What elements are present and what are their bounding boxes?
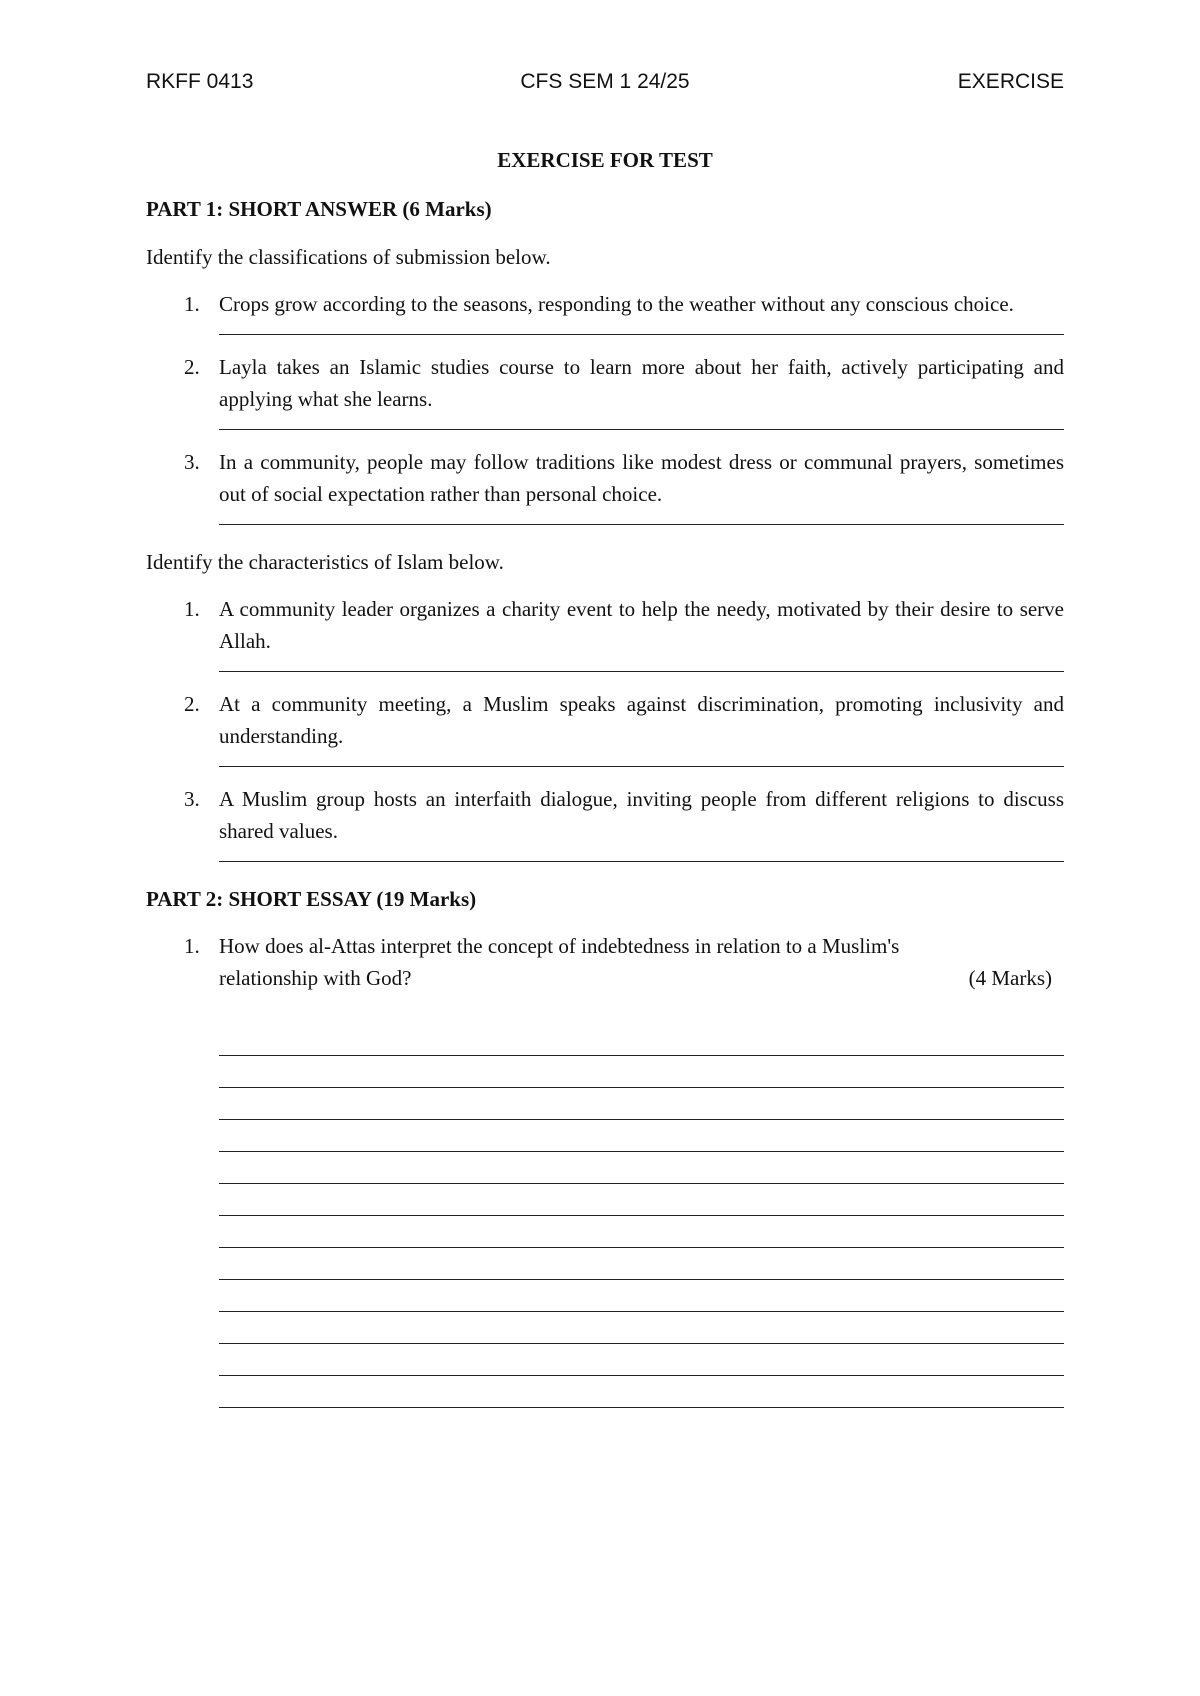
essay-answer-line[interactable] [219, 1376, 1064, 1408]
question-number: 3. [184, 450, 200, 474]
question-item [146, 446, 1064, 525]
question-text: In a community, people may follow traditions like modest dress or communal prayers, sometimes out of social expectation rather than personal choice. [219, 450, 1064, 506]
question-text-line-2: relationship with God? [219, 966, 412, 990]
question-item [146, 288, 1064, 335]
part1-question-list-b [146, 593, 1064, 862]
question-text: Crops grow according to the seasons, responding to the weather without any conscious choice. [219, 292, 1014, 316]
question-number: 1. [184, 934, 200, 958]
question-text: A community leader organizes a charity event to help the needy, motivated by their desire to serve Allah. [219, 597, 1064, 653]
essay-question-item [146, 930, 1064, 994]
question-text: At a community meeting, a Muslim speaks against discrimination, promoting inclusivity and understanding. [219, 692, 1064, 748]
answer-line[interactable] [219, 657, 1064, 672]
part1-instruction-a: Identify the classifications of submission below. [146, 245, 551, 269]
question-item [146, 351, 1064, 430]
answer-line[interactable] [219, 510, 1064, 525]
answer-line[interactable] [219, 415, 1064, 430]
question-item [146, 593, 1064, 672]
question-number: 2. [184, 355, 200, 379]
part1-heading: PART 1: SHORT ANSWER (6 Marks) [146, 197, 492, 221]
question-item [146, 783, 1064, 862]
answer-line[interactable] [219, 752, 1064, 767]
part2-heading: PART 2: SHORT ESSAY (19 Marks) [146, 887, 477, 911]
page-header [146, 70, 1064, 100]
essay-answer-line[interactable] [219, 1024, 1064, 1056]
course-code: RKFF 0413 [146, 70, 254, 93]
essay-answer-line[interactable] [219, 1120, 1064, 1152]
part1-question-list-a [146, 288, 1064, 525]
question-marks: (4 Marks) [968, 966, 1052, 990]
essay-answer-line[interactable] [219, 1152, 1064, 1184]
essay-answer-line[interactable] [219, 1312, 1064, 1344]
essay-answer-line[interactable] [219, 1056, 1064, 1088]
question-marks-row [219, 962, 1064, 994]
essay-answer-line[interactable] [219, 1184, 1064, 1216]
essay-answer-line[interactable] [219, 1344, 1064, 1376]
semester-label: CFS SEM 1 24/25 [520, 70, 690, 93]
document-type: EXERCISE [957, 70, 1064, 93]
question-text: Layla takes an Islamic studies course to learn more about her faith, actively participating and applying what she learns. [219, 355, 1064, 411]
answer-line[interactable] [219, 847, 1064, 862]
essay-answer-line[interactable] [219, 1280, 1064, 1312]
essay-answer-area[interactable] [219, 1024, 1064, 1408]
question-number: 1. [184, 292, 200, 316]
part2-question-list [146, 930, 1064, 994]
document-title: EXERCISE FOR TEST [497, 148, 713, 172]
question-item [146, 688, 1064, 767]
answer-line[interactable] [219, 320, 1064, 335]
question-number: 2. [184, 692, 200, 716]
question-number: 3. [184, 787, 200, 811]
essay-answer-line[interactable] [219, 1248, 1064, 1280]
question-text-line-1: How does al-Attas interpret the concept of indebtedness in relation to a Muslim's [219, 934, 900, 958]
question-text: A Muslim group hosts an interfaith dialogue, inviting people from different religions to discuss shared values. [219, 787, 1064, 843]
document-body [146, 145, 1064, 1408]
essay-answer-line[interactable] [219, 1216, 1064, 1248]
essay-answer-line[interactable] [219, 1088, 1064, 1120]
part1-instruction-b: Identify the characteristics of Islam below. [146, 550, 504, 574]
question-number: 1. [184, 597, 200, 621]
